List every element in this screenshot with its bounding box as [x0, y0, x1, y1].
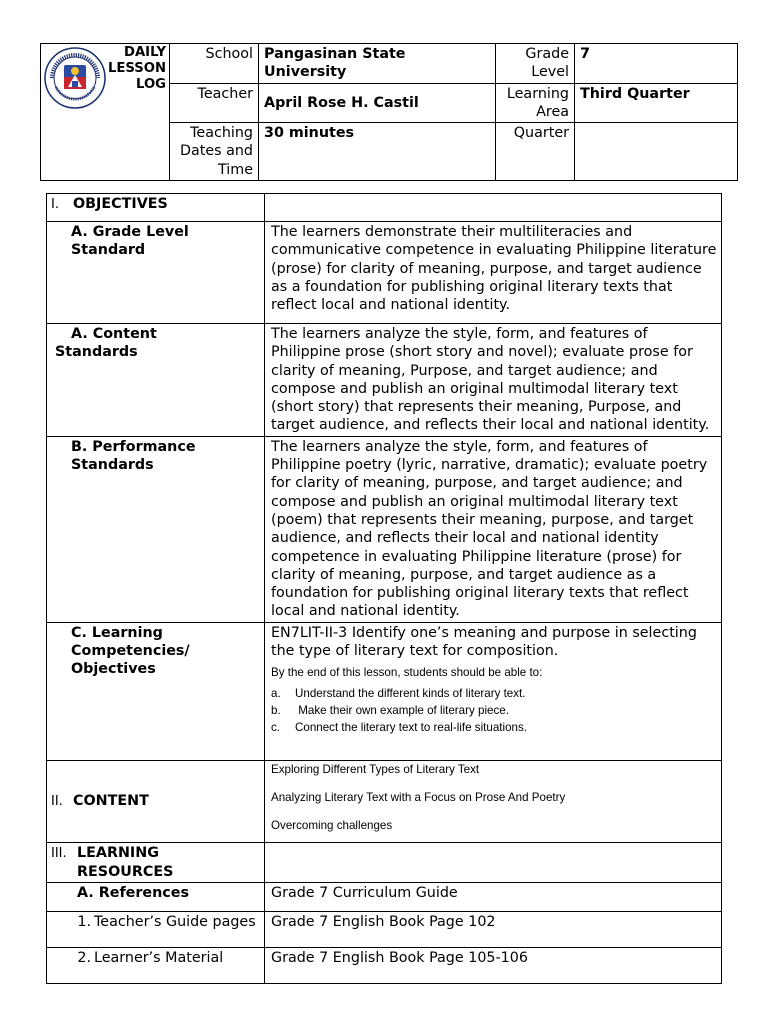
learning-competencies-cell: [265, 622, 722, 760]
content-line: Overcoming challenges: [271, 818, 393, 832]
teaching-dates-value: 30 minutes: [259, 123, 496, 181]
list-item: a. Understand the different kinds of literary text.: [271, 687, 526, 701]
performance-standards-row: [47, 436, 722, 622]
lesson-log-table: [46, 193, 722, 984]
teachers-guide-value: Grade 7 English Book Page 102: [265, 912, 722, 948]
objectives-value: [265, 194, 722, 222]
learners-material-value: Grade 7 English Book Page 105-106: [265, 948, 722, 984]
dll-title-line2: LESSON: [107, 61, 166, 76]
grade-level-standard-label: A. Grade Level Standard: [47, 222, 265, 324]
learning-resources-heading: [47, 842, 265, 883]
learning-resources-row: [47, 842, 722, 883]
teachers-guide-label-cell: [47, 912, 265, 948]
learners-material-num: 2.: [77, 950, 91, 967]
content-standards-text: The learners analyze the style, form, and features of Philippine prose (short story and novel); evaluate prose for clarity of meaning, Purpose, and target audience; and compose and publish an original multimodal literary text (short story) that represents their meaning, Purpose, and target audience, and reflects their local and national identity.: [265, 324, 722, 437]
teaching-dates-label: Teaching Dates and Time: [170, 123, 259, 181]
header-table: [40, 43, 738, 181]
learning-resources-label: LEARNING RESOURCES: [77, 844, 174, 881]
deped-seal-icon: [44, 47, 106, 109]
learning-competencies-code: EN7LIT-II-3 Identify one’s meaning and purpose in selecting the type of literary text for composition.: [271, 624, 697, 660]
content-label: CONTENT: [73, 792, 149, 809]
logo-cell: [41, 44, 170, 181]
dll-title-line3: LOG: [136, 77, 166, 92]
performance-standards-text: The learners analyze the style, form, and features of Philippine poetry (lyric, narrative, dramatic); evaluate poetry for clarity of meaning, purpose, and target audience; and compose and publish an original multimodal literary text (poem) that represents their meaning, purpose, and target audience, and reflects their local and national identity competence in evaluating Philippine literature (prose) for clarity of meaning, purpose, and target audience as a foundation for publishing original literary texts that reflect local and national identity.: [265, 436, 722, 622]
learning-area-label: Learning Area: [496, 83, 575, 123]
learners-material-label-cell: [47, 948, 265, 984]
objectives-heading: [47, 194, 265, 222]
content-row: [47, 760, 722, 842]
content-standards-label: A. Content Standards: [47, 324, 265, 437]
learners-material-row: [47, 948, 722, 984]
grade-level-standard-text: The learners demonstrate their multiliteracies and communicative competence in evaluating Philippine literature (prose) for clarity of meaning, purpose, and target audience as a foundation for publishing original literary texts that reflect local and national identity.: [265, 222, 722, 324]
learning-competencies-intro: By the end of this lesson, students should be able to:: [271, 666, 543, 680]
quarter-label: Quarter: [496, 123, 575, 181]
teachers-guide-label: Teacher’s Guide pages: [94, 914, 256, 931]
performance-standards-label: B. Performance Standards: [47, 436, 265, 622]
grade-level-standard-row: [47, 222, 722, 324]
teachers-guide-num: 1.: [77, 914, 91, 931]
learning-resources-roman: III.: [51, 845, 67, 861]
learners-material-label: Learner’s Material: [94, 950, 224, 967]
references-value: Grade 7 Curriculum Guide: [265, 883, 722, 912]
teachers-guide-row: [47, 912, 722, 948]
teacher-label: Teacher: [170, 83, 259, 123]
content-line: Exploring Different Types of Literary Text: [271, 762, 480, 776]
content-cell: [265, 760, 722, 842]
objectives-row: [47, 194, 722, 222]
content-standards-row: [47, 324, 722, 437]
content-line: Analyzing Literary Text with a Focus on Prose And Poetry: [271, 790, 566, 804]
list-item: c. Connect the literary text to real-life situations.: [271, 721, 527, 735]
quarter-value: [575, 123, 738, 181]
teacher-value: April Rose H. Castil: [259, 83, 496, 123]
dll-title-line1: DAILY: [124, 45, 166, 60]
grade-level-label: Grade Level: [496, 44, 575, 84]
list-item: b. Make their own example of literary piece.: [271, 704, 509, 718]
content-roman: II.: [51, 793, 63, 809]
learning-competencies-label: C. Learning Competencies/ Objectives: [47, 622, 265, 760]
references-label: A. References: [47, 883, 265, 912]
references-row: [47, 883, 722, 912]
learning-resources-value: [265, 842, 722, 883]
school-label: School: [170, 44, 259, 84]
grade-level-value: 7: [575, 44, 738, 84]
objectives-roman: I.: [51, 197, 59, 212]
learning-competencies-list: [271, 687, 717, 735]
dll-title: [108, 45, 166, 93]
learning-competencies-row: [47, 622, 722, 760]
content-heading: [47, 760, 265, 842]
objectives-label: OBJECTIVES: [73, 196, 168, 212]
learning-area-value: Third Quarter: [575, 83, 738, 123]
school-value: Pangasinan State University: [259, 44, 496, 84]
